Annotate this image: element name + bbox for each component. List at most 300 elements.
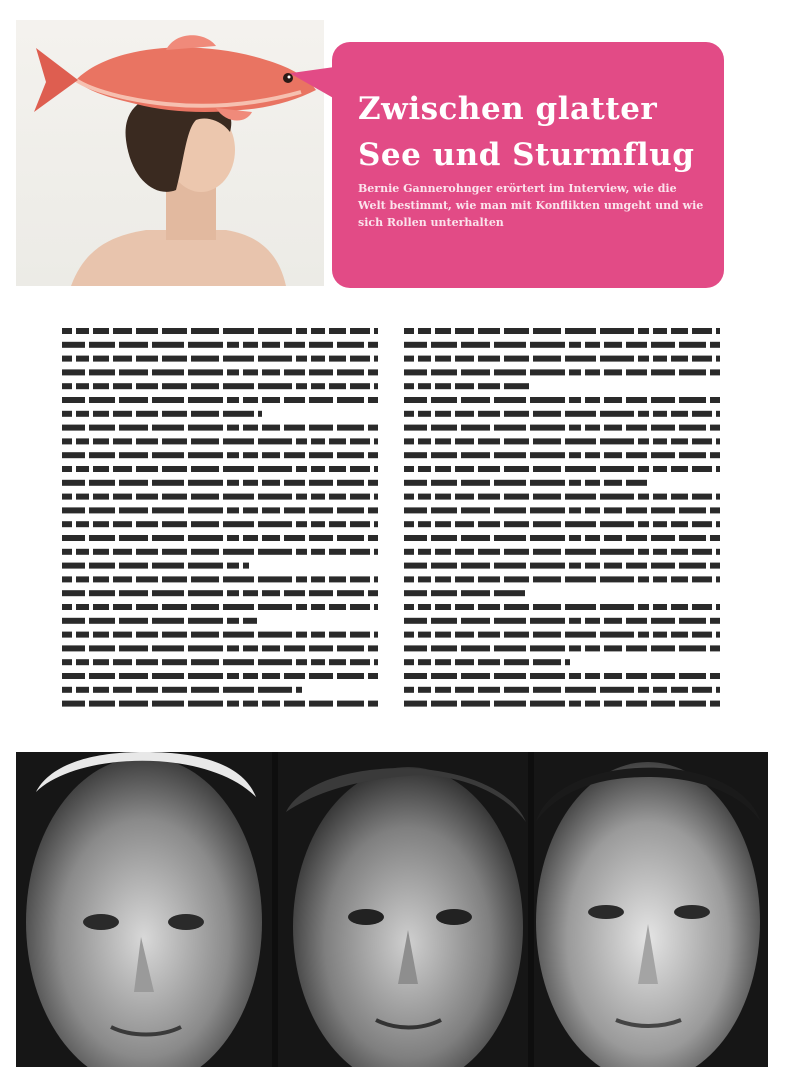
text-line-segment [374,494,378,500]
text-line-segment [404,549,414,555]
text-line-segment [258,604,292,610]
text-line-segment [296,466,307,472]
text-line-segment [76,632,89,638]
text-line-segment [431,673,457,679]
text-line-segment [671,356,688,362]
text-line-segment [455,438,474,444]
text-line-segment [651,701,675,707]
text-line-segment [152,673,184,679]
text-line-segment [638,687,649,693]
text-line-segment [716,438,720,444]
text-line-segment [311,494,325,500]
text-line-segment [626,701,647,707]
text-line-segment [638,604,649,610]
text-line-segment [262,425,280,431]
text-line-segment [404,425,427,431]
text-line-segment [600,438,634,444]
text-line-segment [404,480,427,486]
text-line-segment [671,411,688,417]
text-line-segment [478,466,500,472]
text-line-segment [418,659,431,665]
text-line-segment [262,507,280,513]
text-line-segment [710,507,720,513]
text-line-segment [418,494,431,500]
text-line-segment [191,494,219,500]
text-line-segment [604,425,622,431]
text-line-segment [93,549,109,555]
text-line-segment [243,369,258,375]
text-line-segment [431,645,457,651]
text-line-segment [716,521,720,527]
text-line-segment [455,632,474,638]
text-line-segment [191,383,219,389]
text-line-segment [530,645,565,651]
text-line-segment [600,576,634,582]
text-line-segment [374,466,378,472]
text-line-segment [585,480,600,486]
text-line-segment [223,576,254,582]
text-line-segment [461,397,490,403]
text-line-segment [188,618,223,624]
text-line-segment [530,480,565,486]
text-line-segment [494,701,526,707]
text-line-segment [565,521,596,527]
text-line-segment [152,645,184,651]
text-line-segment [119,397,148,403]
text-line-segment [368,480,378,486]
text-line-segment [651,618,675,624]
text-line-segment [93,632,109,638]
text-line-segment [600,687,634,693]
text-line-segment [418,356,431,362]
text-line-segment [258,521,292,527]
text-line-segment [243,618,257,624]
text-line-segment [504,659,529,665]
text-line-segment [461,590,490,596]
text-line-segment [76,521,89,527]
text-line-segment [653,521,667,527]
text-line-segment [653,411,667,417]
text-line-segment [692,411,712,417]
text-line-segment [431,369,457,375]
text-line-segment [604,535,622,541]
text-line-segment [227,563,239,569]
text-line-segment [309,535,333,541]
text-line-segment [692,328,712,334]
text-line-segment [585,701,600,707]
text-line-segment [227,397,239,403]
text-line-segment [191,328,219,334]
text-line-segment [223,494,254,500]
text-line-segment [311,438,325,444]
text-line-segment [284,425,305,431]
text-line-segment [530,535,565,541]
text-line-segment [530,425,565,431]
text-line-segment [679,452,706,458]
text-line-segment [309,425,333,431]
text-line-segment [604,618,622,624]
text-line-segment [62,480,85,486]
text-line-segment [710,425,720,431]
text-line-segment [119,480,148,486]
text-line-segment [284,645,305,651]
text-line-segment [478,632,500,638]
text-line-segment [533,438,561,444]
text-line-segment [679,507,706,513]
text-line-segment [533,687,561,693]
text-line-segment [191,632,219,638]
text-line-segment [626,618,647,624]
text-line-segment [569,369,581,375]
text-line-segment [431,701,457,707]
text-line-segment [223,466,254,472]
text-line-segment [600,411,634,417]
text-line-segment [626,452,647,458]
text-line-segment [152,425,184,431]
text-line-segment [227,480,239,486]
text-line-segment [119,342,148,348]
text-line-segment [374,438,378,444]
text-line-segment [585,618,600,624]
text-line-segment [62,618,85,624]
text-line-segment [337,342,364,348]
text-line-segment [188,342,223,348]
headline-line-2: See und Sturmflug [358,137,695,173]
text-line-segment [62,604,72,610]
text-line-segment [296,521,307,527]
text-line-segment [504,438,529,444]
text-line-segment [311,632,325,638]
text-line-segment [136,356,158,362]
text-line-segment [89,535,115,541]
text-line-segment [710,369,720,375]
text-line-segment [119,645,148,651]
text-line-segment [626,425,647,431]
text-line-segment [604,452,622,458]
text-line-segment [311,576,325,582]
text-line-segment [455,328,474,334]
text-line-segment [62,521,72,527]
text-line-segment [404,659,414,665]
text-line-segment [626,507,647,513]
text-line-segment [671,521,688,527]
text-line-segment [404,645,427,651]
text-line-segment [404,356,414,362]
text-line-segment [258,687,292,693]
text-line-segment [258,328,292,334]
text-line-segment [653,494,667,500]
text-line-segment [136,438,158,444]
text-line-segment [716,549,720,555]
text-line-segment [651,342,675,348]
text-line-segment [368,425,378,431]
text-line-segment [565,549,596,555]
text-line-segment [530,563,565,569]
text-line-segment [62,328,72,334]
text-line-segment [569,701,581,707]
text-line-segment [188,452,223,458]
text-line-segment [258,494,292,500]
text-line-segment [136,549,158,555]
text-line-segment [569,673,581,679]
text-line-segment [113,687,132,693]
text-line-segment [350,494,370,500]
text-line-segment [604,701,622,707]
text-line-segment [62,507,85,513]
text-line-segment [350,659,370,665]
text-line-segment [418,687,431,693]
text-line-segment [431,397,457,403]
text-line-segment [418,604,431,610]
text-line-segment [62,494,72,500]
text-line-segment [478,576,500,582]
text-line-segment [76,576,89,582]
text-line-segment [243,701,258,707]
text-line-segment [152,480,184,486]
text-line-segment [692,687,712,693]
text-line-segment [296,576,307,582]
text-line-segment [530,701,565,707]
text-line-segment [309,673,333,679]
text-line-segment [89,480,115,486]
text-line-segment [530,452,565,458]
text-line-segment [191,659,219,665]
text-line-segment [692,356,712,362]
text-line-segment [374,521,378,527]
text-line-segment [461,342,490,348]
text-line-segment [569,535,581,541]
text-line-segment [374,549,378,555]
text-line-segment [162,576,187,582]
text-line-segment [404,673,427,679]
text-line-segment [188,480,223,486]
text-line-segment [569,563,581,569]
body-text-lines-right [402,322,724,714]
text-line-segment [284,590,305,596]
text-line-segment [585,425,600,431]
text-line-segment [710,397,720,403]
text-line-segment [679,397,706,403]
text-line-segment [76,438,89,444]
text-line-segment [368,701,378,707]
text-line-segment [119,507,148,513]
text-line-segment [223,549,254,555]
text-line-segment [638,549,649,555]
text-line-segment [455,576,474,582]
text-line-segment [311,604,325,610]
text-line-segment [600,328,634,334]
text-line-segment [404,411,414,417]
text-line-segment [435,356,451,362]
text-line-segment [93,328,109,334]
text-line-segment [461,645,490,651]
text-line-segment [62,645,85,651]
woman-with-fish-illustration [16,20,324,286]
text-line-segment [533,494,561,500]
body-text-lines-left [60,322,382,714]
text-line-segment [62,673,85,679]
text-line-segment [653,438,667,444]
text-line-segment [309,701,333,707]
text-line-segment [478,549,500,555]
text-line-segment [461,507,490,513]
text-line-segment [136,383,158,389]
text-line-segment [653,604,667,610]
text-line-segment [368,673,378,679]
text-line-segment [113,328,132,334]
text-line-segment [243,480,258,486]
text-line-segment [76,687,89,693]
text-line-segment [710,673,720,679]
text-line-segment [337,480,364,486]
text-line-segment [638,356,649,362]
text-line-segment [309,369,333,375]
text-line-segment [162,659,187,665]
text-line-segment [113,411,132,417]
text-line-segment [710,452,720,458]
text-line-segment [309,397,333,403]
text-line-segment [62,397,85,403]
text-line-segment [435,549,451,555]
text-line-segment [679,369,706,375]
text-line-segment [716,466,720,472]
text-line-segment [62,535,85,541]
text-line-segment [692,549,712,555]
text-line-segment [435,328,451,334]
text-line-segment [710,701,720,707]
text-line-segment [329,383,346,389]
text-line-segment [404,701,427,707]
text-line-segment [311,466,325,472]
text-line-segment [418,328,431,334]
text-line-segment [418,466,431,472]
text-line-segment [350,632,370,638]
text-line-segment [93,604,109,610]
text-line-segment [404,618,427,624]
text-line-segment [374,604,378,610]
text-line-segment [62,659,72,665]
text-line-segment [431,480,457,486]
text-line-segment [435,632,451,638]
text-line-segment [93,356,109,362]
text-line-segment [679,563,706,569]
text-line-segment [569,452,581,458]
text-line-segment [600,466,634,472]
text-line-segment [653,328,667,334]
text-line-segment [692,438,712,444]
text-line-segment [504,466,529,472]
text-line-segment [604,645,622,651]
text-line-segment [152,701,184,707]
text-line-segment [188,590,223,596]
text-line-segment [626,397,647,403]
text-line-segment [258,549,292,555]
text-line-segment [455,549,474,555]
text-line-segment [162,411,187,417]
text-line-segment [243,452,258,458]
text-line-segment [337,701,364,707]
text-line-segment [494,673,526,679]
text-line-segment [93,494,109,500]
text-line-segment [533,576,561,582]
text-line-segment [653,356,667,362]
text-line-segment [329,466,346,472]
text-line-segment [93,521,109,527]
text-line-segment [404,466,414,472]
text-line-segment [404,342,427,348]
text-line-segment [404,369,427,375]
text-line-segment [431,590,457,596]
text-line-segment [435,687,451,693]
text-line-segment [585,563,600,569]
text-line-segment [262,452,280,458]
text-line-segment [435,494,451,500]
text-line-segment [504,549,529,555]
text-line-segment [350,576,370,582]
text-line-segment [337,645,364,651]
text-line-segment [223,687,254,693]
text-line-segment [188,701,223,707]
text-line-segment [311,521,325,527]
article-headline [358,86,708,178]
text-line-segment [258,411,262,417]
text-line-segment [404,328,414,334]
text-line-segment [113,604,132,610]
text-line-segment [569,342,581,348]
text-line-segment [188,673,223,679]
text-line-segment [461,480,490,486]
text-line-segment [329,659,346,665]
text-line-segment [404,507,427,513]
text-line-segment [258,632,292,638]
text-line-segment [62,452,85,458]
text-line-segment [585,673,600,679]
text-line-segment [651,507,675,513]
text-line-segment [504,604,529,610]
text-line-segment [191,576,219,582]
text-line-segment [679,535,706,541]
text-line-segment [223,356,254,362]
text-line-segment [418,576,431,582]
text-line-segment [435,466,451,472]
text-line-segment [533,549,561,555]
text-line-segment [604,673,622,679]
text-line-segment [565,494,596,500]
text-line-segment [533,411,561,417]
text-line-segment [296,632,307,638]
text-line-segment [455,383,474,389]
text-line-segment [494,342,526,348]
text-line-segment [62,466,72,472]
text-line-segment [431,342,457,348]
text-line-segment [227,342,239,348]
text-line-segment [188,425,223,431]
text-line-segment [569,425,581,431]
text-line-segment [638,438,649,444]
text-line-segment [62,632,72,638]
text-line-segment [435,383,451,389]
text-line-segment [671,466,688,472]
text-line-segment [679,673,706,679]
text-line-segment [227,452,239,458]
text-line-segment [461,618,490,624]
text-line-segment [404,687,414,693]
text-line-segment [227,618,239,624]
text-line-segment [710,645,720,651]
text-line-segment [638,632,649,638]
text-line-segment [461,452,490,458]
text-line-segment [569,480,581,486]
